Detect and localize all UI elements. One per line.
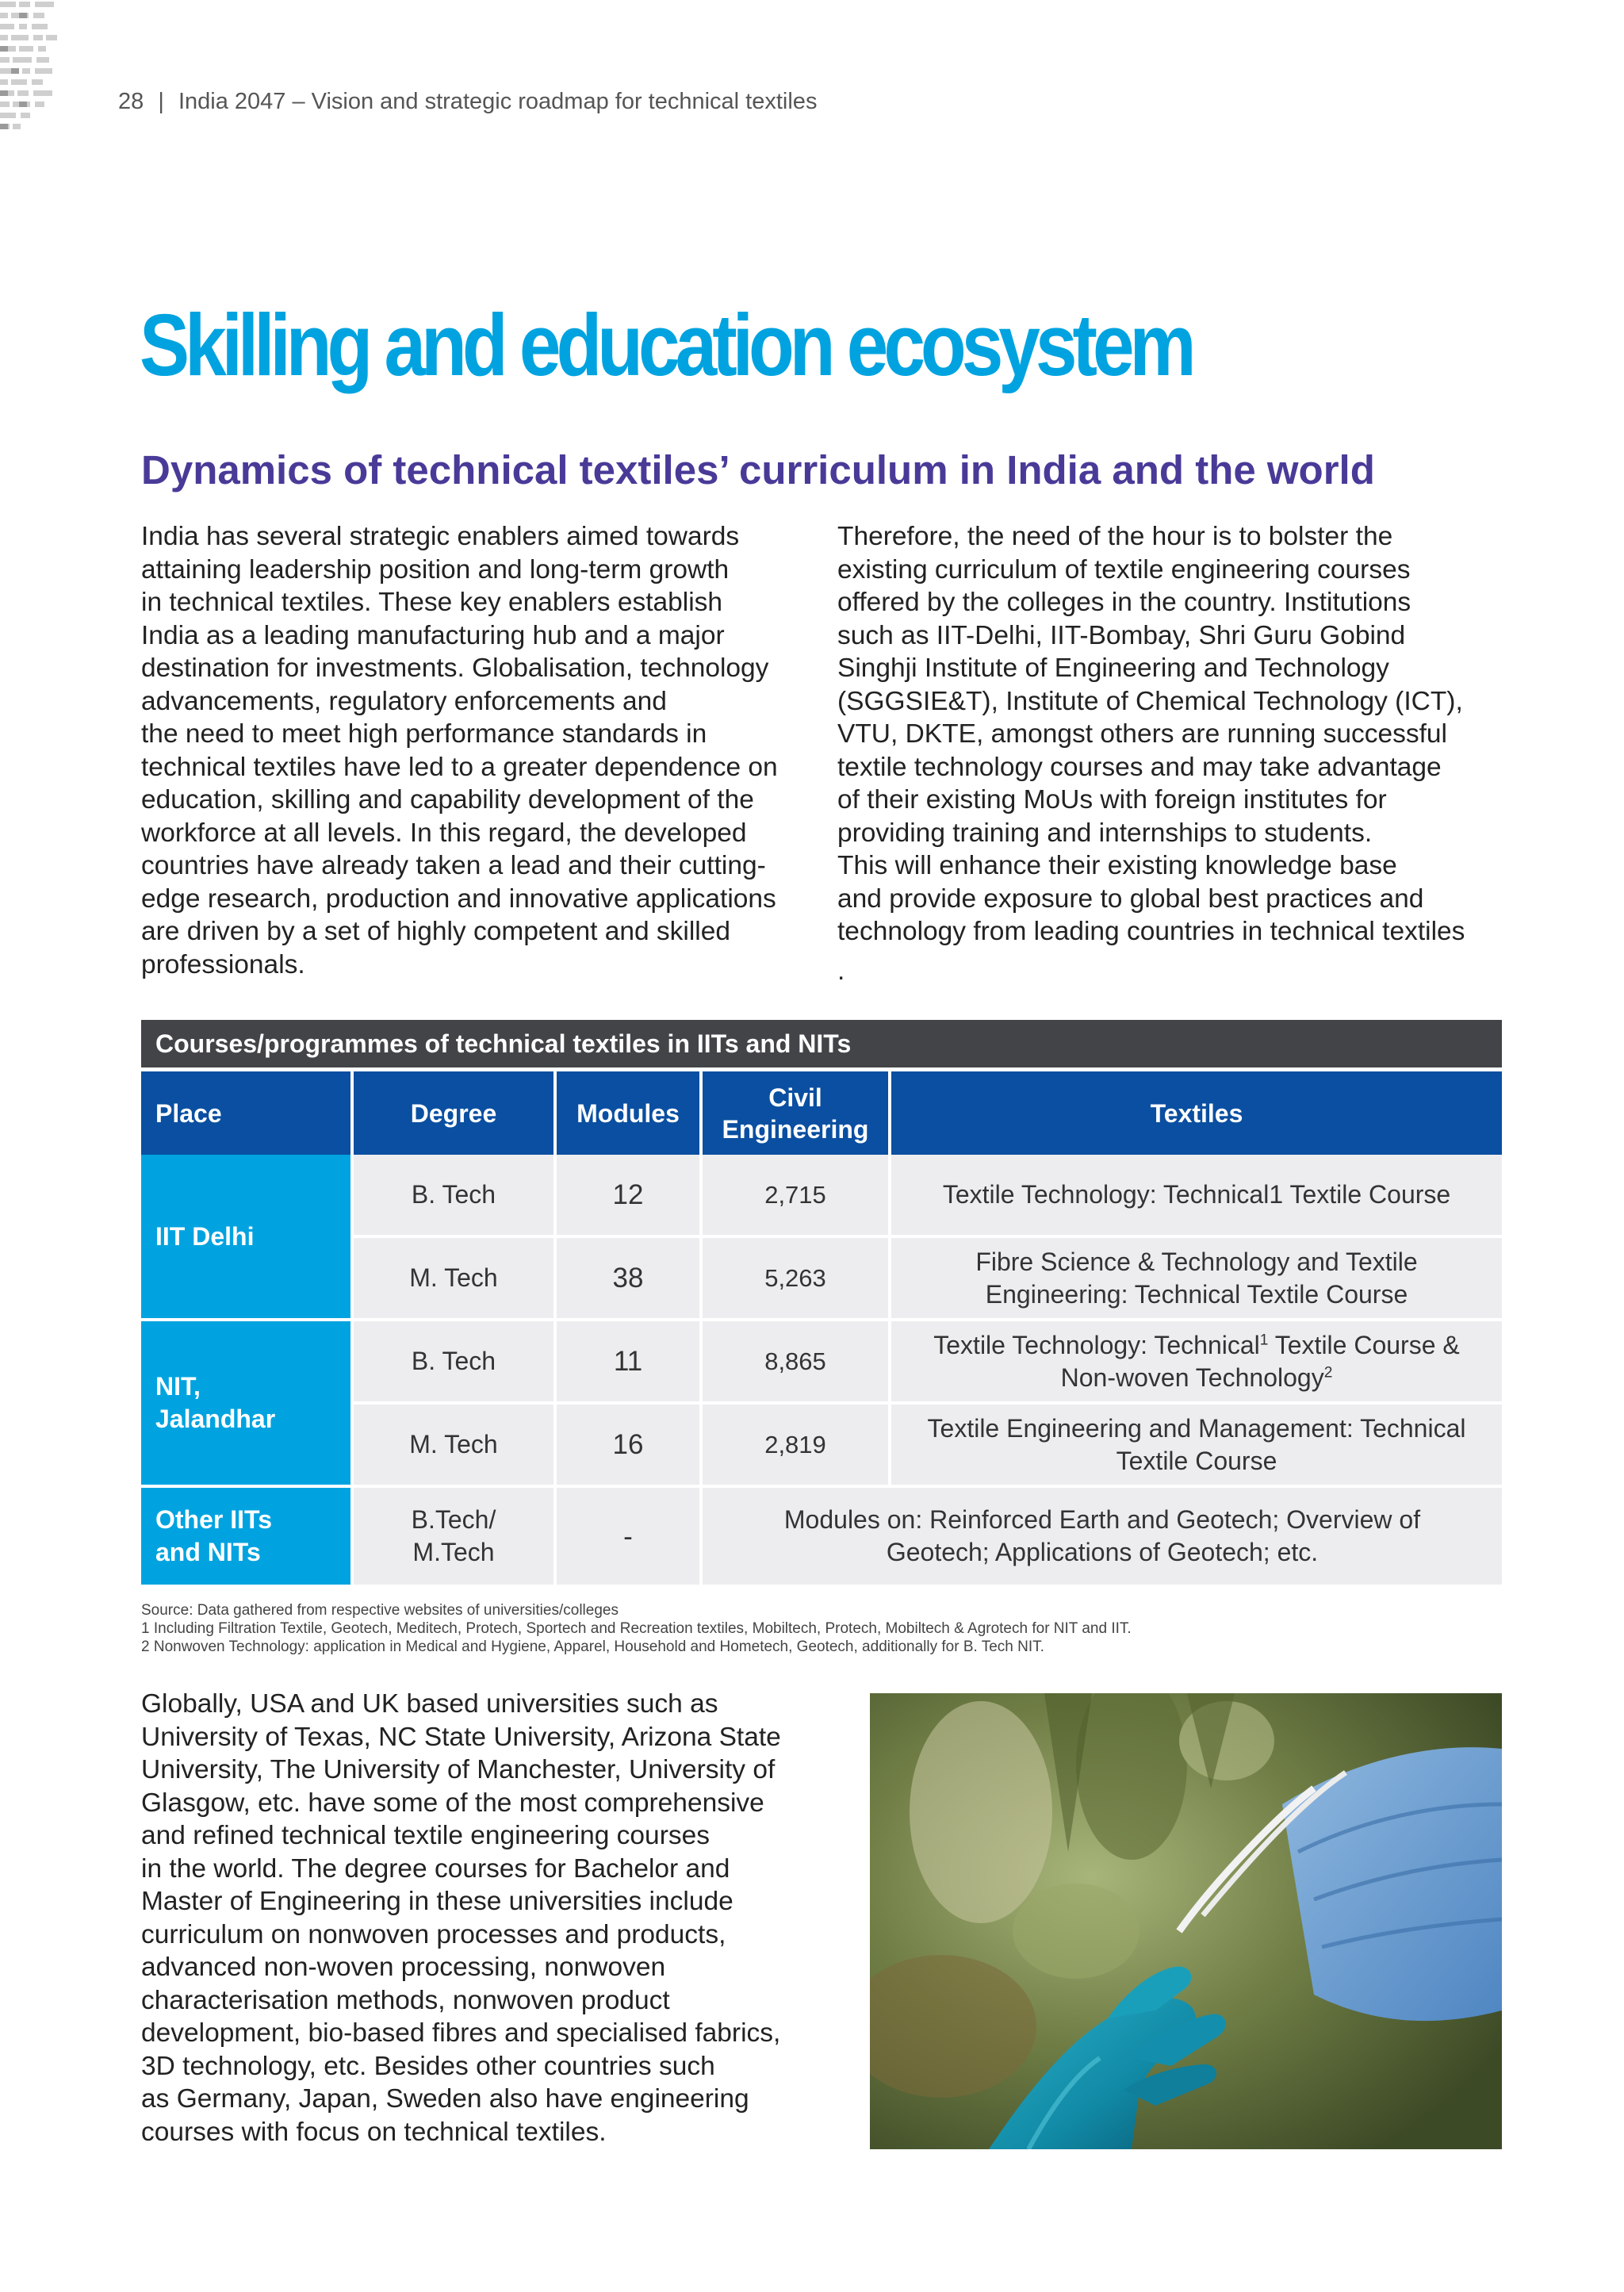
text-line: characterisation methods, nonwoven product	[141, 1985, 670, 2015]
text-line: advancements, regulatory enforcements and	[141, 686, 667, 716]
place-line: Jalandhar	[155, 1405, 276, 1433]
text-line: such as IIT-Delhi, IIT-Bombay, Shri Guru Gobind	[837, 620, 1406, 650]
text-line: are driven by a set of highly competent and skilled	[141, 917, 731, 946]
page-number: 28	[118, 89, 144, 114]
global-paragraph	[141, 1688, 781, 2148]
section-title: Skilling and education ecosystem	[140, 297, 1192, 394]
courses-table-grid	[141, 1071, 1502, 1585]
text-line: technical textiles have led to a greater dependence on	[141, 752, 778, 782]
place-line: Other IITs	[155, 1505, 272, 1534]
running-title: India 2047 – Vision and strategic roadmap for technical textiles	[178, 89, 818, 114]
text-line: existing curriculum of textile engineering courses	[837, 554, 1411, 584]
courses-table	[141, 1020, 1502, 1585]
text-line: in the world. The degree courses for Bachelor and	[141, 1853, 730, 1884]
text-line: VTU, DKTE, amongst others are running successful	[837, 719, 1447, 749]
footnote-2: 2 Nonwoven Technology: application in Medical and Hygiene, Apparel, Household and Hometech, Geotech, additionally for B. Tech NIT.	[141, 1639, 1044, 1655]
table-row	[141, 1488, 1502, 1585]
text-line: textile technology courses and may take advantage	[837, 752, 1442, 782]
place-line: NIT,	[155, 1372, 201, 1401]
table-caption: Courses/programmes of technical textiles in IITs and NITs	[141, 1020, 1502, 1067]
header-degree: Degree	[354, 1071, 557, 1155]
header-modules: Modules	[557, 1071, 703, 1155]
textiles-line: Textile Engineering and Management: Technical	[927, 1413, 1466, 1443]
text-line: .	[837, 956, 845, 986]
textiles-cell	[891, 1238, 1502, 1321]
table-row	[141, 1321, 1502, 1405]
textiles-cell: Textile Technology: Technical1 Textile Course	[891, 1155, 1502, 1238]
text-line: providing training and internships to students.	[837, 818, 1373, 848]
intro-left-paragraph	[141, 520, 778, 981]
text-line: destination for investments. Globalisation, technology	[141, 653, 769, 683]
text-line: courses with focus on technical textiles.	[141, 2117, 607, 2147]
source-note: Source: Data gathered from respective websites of universities/colleges	[141, 1602, 619, 1619]
textiles-cell	[891, 1321, 1502, 1405]
table-row	[141, 1155, 1502, 1238]
text-line: attaining leadership position and long-term growth	[141, 554, 730, 584]
gloved-hand-mask-photo	[870, 1693, 1502, 2149]
text-line: India has several strategic enablers aimed towards	[141, 522, 740, 551]
header-civil-line2: Engineering	[722, 1114, 869, 1144]
textiles-cell	[703, 1488, 1502, 1585]
textiles-line: Fibre Science & Technology and Textile	[975, 1247, 1418, 1276]
text-line: of their existing MoUs with foreign institutes for	[837, 785, 1387, 814]
text-line: education, skilling and capability development of the	[141, 785, 754, 814]
text-line: This will enhance their existing knowledge base	[837, 851, 1397, 880]
place-line: and NITs	[155, 1538, 261, 1566]
text-line: in technical textiles. These key enablers establish	[141, 588, 723, 617]
global-text	[141, 1688, 781, 2148]
modules-cell: 16	[557, 1405, 703, 1488]
intro-left-column	[141, 520, 778, 981]
intro-right-column	[837, 520, 1465, 987]
text-line: University of Texas, NC State University, Arizona State	[141, 1722, 781, 1752]
intro-right-paragraph	[837, 520, 1465, 987]
textiles-line: Engineering: Technical Textile Course	[985, 1279, 1408, 1309]
text-line: development, bio-based fibres and specialised fabrics,	[141, 2018, 781, 2048]
header-civil-line1: Civil	[768, 1083, 822, 1112]
text-line: University, The University of Manchester, University of	[141, 1755, 776, 1784]
textiles-text: Non-woven Technology	[1060, 1363, 1324, 1392]
text-line: Glasgow, etc. have some of the most comprehensive	[141, 1788, 764, 1818]
footnote-ref: 1	[1259, 1331, 1269, 1348]
textiles-text: Textile Course &	[1268, 1330, 1460, 1359]
running-header	[118, 89, 817, 115]
degree-cell	[354, 1488, 557, 1585]
degree-line: M.Tech	[412, 1538, 495, 1566]
textiles-line: Modules on: Reinforced Earth and Geotech; Overview of	[783, 1505, 1421, 1534]
degree-line: B.Tech/	[411, 1505, 496, 1534]
civil-cell: 5,263	[703, 1238, 891, 1321]
text-line: advanced non-woven processing, nonwoven	[141, 1953, 666, 1982]
modules-cell: 11	[557, 1321, 703, 1405]
text-line: as Germany, Japan, Sweden also have engineering	[141, 2084, 749, 2114]
textiles-text: Textile Technology: Technical	[933, 1330, 1260, 1359]
text-line: Globally, USA and UK based universities such as	[141, 1689, 718, 1719]
text-line: Singhji Institute of Engineering and Technology	[837, 653, 1389, 683]
header-civil-engineering	[703, 1071, 891, 1155]
text-line: the need to meet high performance standards in	[141, 719, 707, 749]
text-line: professionals.	[141, 949, 305, 979]
decorative-pixel-pattern	[0, 0, 63, 135]
footnote-ref: 2	[1323, 1363, 1333, 1381]
degree-cell: M. Tech	[354, 1238, 557, 1321]
table-header-row	[141, 1071, 1502, 1155]
textiles-line: Textile Course	[1116, 1446, 1277, 1475]
photo-illustration	[870, 1693, 1502, 2149]
modules-cell: 38	[557, 1238, 703, 1321]
textiles-cell	[891, 1405, 1502, 1488]
footnote-1: 1 Including Filtration Textile, Geotech, Meditech, Protech, Sportech and Recreation textiles, Mobiltech, Protech, Mobiltech & Agrotech for NIT and IIT.	[141, 1620, 1132, 1637]
civil-cell: 8,865	[703, 1321, 891, 1405]
civil-cell: 2,819	[703, 1405, 891, 1488]
degree-cell: M. Tech	[354, 1405, 557, 1488]
subtitle: Dynamics of technical textiles’ curriculum in India and the world	[141, 447, 1375, 493]
degree-cell: B. Tech	[354, 1155, 557, 1238]
text-line: and refined technical textile engineering courses	[141, 1821, 710, 1850]
modules-cell: 12	[557, 1155, 703, 1238]
civil-cell: 2,715	[703, 1155, 891, 1238]
modules-cell: -	[557, 1488, 703, 1585]
header-textiles: Textiles	[891, 1071, 1502, 1155]
header-separator: |	[158, 89, 164, 114]
text-line: 3D technology, etc. Besides other countries such	[141, 2051, 715, 2081]
place-iit-delhi: IIT Delhi	[141, 1155, 354, 1321]
place-nit-jalandhar	[141, 1321, 354, 1488]
textiles-line: Geotech; Applications of Geotech; etc.	[886, 1538, 1319, 1566]
text-line: countries have already taken a lead and their cutting-	[141, 851, 766, 880]
place-other	[141, 1488, 354, 1585]
text-line: India as a leading manufacturing hub and a major	[141, 620, 725, 650]
text-line: (SGGSIE&T), Institute of Chemical Technology (ICT),	[837, 686, 1463, 716]
text-line: Therefore, the need of the hour is to bolster the	[837, 522, 1393, 551]
text-line: edge research, production and innovative applications	[141, 883, 776, 914]
text-line: technology from leading countries in technical textiles	[837, 917, 1465, 946]
text-line: and provide exposure to global best practices and	[837, 883, 1424, 914]
header-place: Place	[141, 1071, 354, 1155]
text-line: curriculum on nonwoven processes and products,	[141, 1919, 726, 1949]
text-line: offered by the colleges in the country. Institutions	[837, 588, 1411, 617]
text-line: workforce at all levels. In this regard, the developed	[141, 818, 747, 848]
degree-cell: B. Tech	[354, 1321, 557, 1405]
text-line: Master of Engineering in these universities include	[141, 1887, 733, 1916]
